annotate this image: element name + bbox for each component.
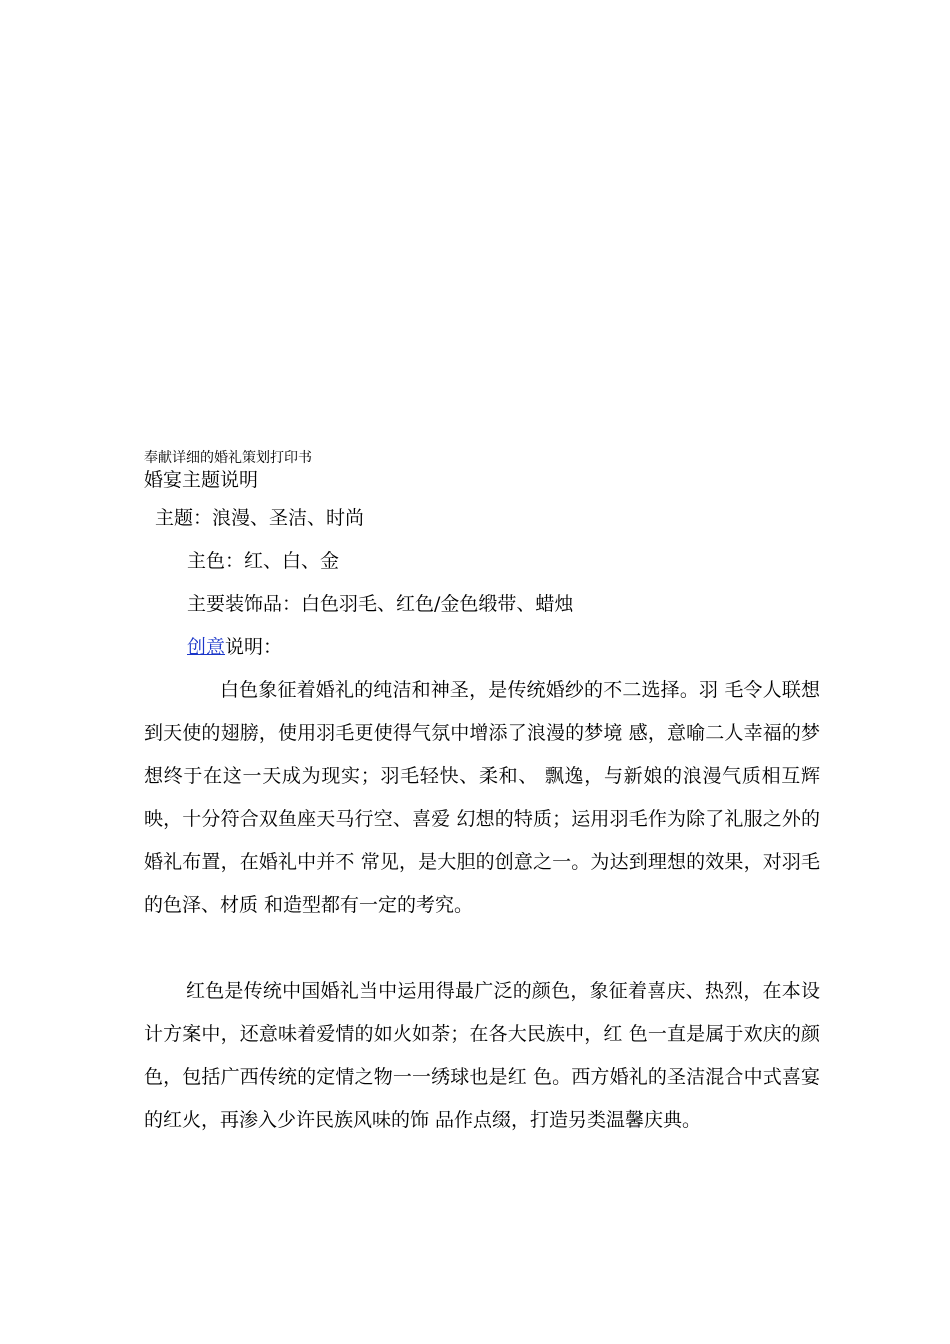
paragraph-white-feather: 白色象征着婚礼的纯洁和神圣，是传统婚纱的不二选择。羽 毛令人联想到天使的翅膀，使用羽毛更使得气氛中增添了浪漫的梦境 感，意喻二人幸福的梦想终于在这一天成为现实；羽毛轻快、柔和、 飘逸，与新娘的浪漫气质相互辉映，十分符合双鱼座天马行空、喜爱 幻想的特质；运用羽毛作为除了礼服之外的婚礼布置，在婚礼中并不 常见，是大胆的创意之一。为达到理想的效果，对羽毛的色泽、材质 和造型都有一定的考究。 — [144, 679, 820, 916]
theme-line: 主题：浪漫、圣洁、时尚 — [155, 507, 365, 529]
document-title: 奉献详细的婚礼策划打印书 — [144, 450, 312, 466]
idea-line — [187, 635, 282, 659]
idea-label-suffix: 说明： — [225, 636, 283, 658]
decoration-line: 主要装饰品：白色羽毛、红色/金色缎带、蜡烛 — [187, 593, 574, 615]
idea-link[interactable]: 创意 — [187, 636, 226, 658]
main-color-line: 主色：红、白、金 — [187, 550, 340, 572]
paragraph-red-color: 红色是传统中国婚礼当中运用得最广泛的颜色，象征着喜庆、热烈，在本设计方案中，还意味着爱情的如火如荼；在各大民族中，红 色一直是属于欢庆的颜色，包括广西传统的定情之物一一绣球也是红 色。西方婚礼的圣洁混合中式喜宴的红火，再渗入少许民族风味的饰 品作点缀，打造另类温馨庆典。 — [144, 980, 820, 1131]
section-heading: 婚宴主题说明 — [144, 469, 259, 491]
